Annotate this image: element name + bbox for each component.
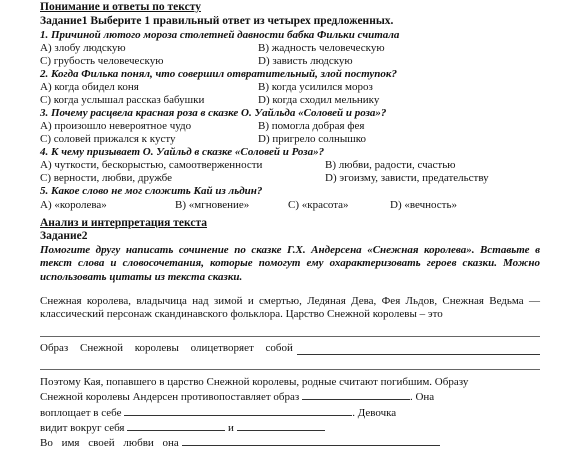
text-segment: видит вокруг себя (40, 421, 125, 434)
answer-c[interactable]: С) «красота» (288, 198, 349, 211)
answer-a[interactable]: А) когда обидел коня (40, 80, 139, 93)
question-text: 3. Почему расцвела красная роза в сказке О. Уайльда «Соловей и роза»? (40, 106, 387, 119)
answer-blank[interactable] (237, 420, 325, 431)
question-text: 2. Когда Филька понял, что совершил отвратительный, злой поступок? (40, 67, 398, 80)
text-segment: Во имя своей любви она (40, 437, 179, 449)
text-segment: и (227, 421, 234, 434)
question-2 (40, 68, 540, 107)
worksheet-page (40, 0, 540, 450)
paragraph-1: Снежная королева, владычица над зимой и смертью, Ледяная Дева, Фея Льдов, Снежная Ведьма — классический персонаж скандинавского фольклора. Царство Снежной королевы – это (40, 294, 540, 320)
answer-blank[interactable] (302, 389, 410, 400)
obraz-line (40, 342, 540, 355)
paragraph-3 (40, 376, 540, 450)
answer-c[interactable]: С) когда услышал рассказ бабушки (40, 93, 205, 106)
paragraph-3-line-5 (40, 435, 540, 450)
answer-blank[interactable] (182, 435, 440, 446)
task2-instruction: Помогите другу написать сочинение по сказке Г.Х. Андерсена «Снежная королева». Вставьте в текст слова и словосочетания, которые помогут ему охарактеризовать героев сказки. Можно использовать цитаты из текста сказки. (40, 244, 540, 283)
answer-a[interactable]: А) злобу людскую (40, 41, 126, 54)
paragraph-3-line-1: Поэтому Кая, попавшего в царство Снежной королевы, родные считают погибшим. Образу (40, 376, 469, 389)
text-segment: воплощает в себе (40, 406, 122, 419)
answer-b[interactable]: В) любви, радости, счастью (325, 159, 456, 172)
text-segment: Снежной королевы Андерсен противопоставляет образ (40, 391, 300, 404)
answer-b[interactable]: В) когда усилился мороз (258, 80, 373, 93)
answer-c[interactable]: С) соловей прижался к кусту (40, 133, 176, 146)
question-text: 4. К чему призывает О. Уайльд в сказке «Соловей и Роза»? (40, 146, 325, 159)
question-3 (40, 107, 540, 146)
answer-blank[interactable] (297, 344, 540, 355)
answer-blank[interactable] (127, 420, 225, 431)
question-5 (40, 185, 540, 211)
paragraph-3-line-2 (40, 389, 540, 404)
question-text: 5. Какое слово не мог сложить Кай из льдин? (40, 185, 263, 198)
question-text: 1. Причиной лютого мороза столетней давности бабка Фильки считала (40, 28, 400, 41)
answer-b[interactable]: В) «мгновение» (175, 198, 250, 211)
paragraph-3-line-3 (40, 405, 540, 420)
answer-blank-line[interactable] (40, 355, 540, 370)
question-4 (40, 146, 540, 185)
question-1 (40, 29, 540, 68)
answer-b[interactable]: В) помогла добрая фея (258, 120, 365, 133)
answer-d[interactable]: D) «вечность» (390, 198, 457, 211)
text-segment: . Она (409, 391, 435, 404)
answer-d[interactable]: D) пригрело солнышко (258, 133, 367, 146)
answer-a[interactable]: А) произошло невероятное чудо (40, 120, 192, 133)
task1-title: Задание1 Выберите 1 правильный ответ из четырех предложенных. (40, 14, 394, 27)
answer-b[interactable]: В) жадность человеческую (258, 41, 385, 54)
section2-heading: Анализ и интерпретация текста (40, 216, 208, 229)
answer-a[interactable]: А) чуткости, бескорыстью, самоотверженности (40, 159, 263, 172)
answer-d[interactable]: D) зависть людскую (258, 54, 353, 67)
text-segment: . Девочка (352, 406, 397, 419)
task2-title: Задание2 (40, 230, 88, 243)
answer-c[interactable]: С) верности, любви, дружбе (40, 172, 172, 185)
answer-d[interactable]: D) эгоизму, зависти, предательству (325, 172, 489, 185)
answer-d[interactable]: D) когда сходил мельнику (258, 93, 380, 106)
obraz-text: Образ Снежной королевы олицетворяет собой (40, 342, 293, 355)
answer-a[interactable]: А) «королева» (40, 198, 107, 211)
paragraph-3-line-4 (40, 420, 540, 435)
answer-blank[interactable] (124, 405, 352, 416)
answer-c[interactable]: С) грубость человеческую (40, 54, 164, 67)
section1-heading: Понимание и ответы по тексту (40, 1, 201, 13)
answer-blank-line[interactable] (40, 322, 540, 337)
